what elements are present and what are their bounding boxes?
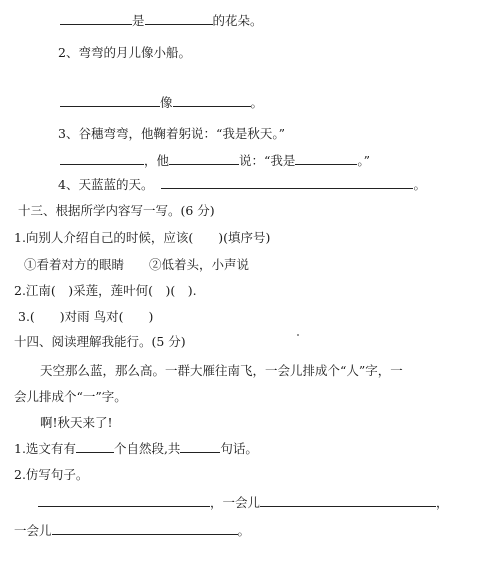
- item1-mid-text: 是: [132, 13, 145, 28]
- q14-item1: [14, 440, 258, 458]
- q12-item2-answer: [60, 94, 263, 112]
- answer-blank[interactable]: [60, 94, 160, 107]
- answer-blank[interactable]: [173, 94, 251, 107]
- speck: [297, 334, 299, 336]
- item2-mid-text: 像: [160, 95, 173, 110]
- item3-end-text: 。”: [357, 153, 371, 168]
- q12-item4: [58, 176, 426, 194]
- answer-blank[interactable]: [180, 440, 220, 453]
- q13-title: 十三、根据所学内容写一写。(6 分): [18, 203, 215, 218]
- q13-item1: 1.向别人介绍自己的时候，应该( )(填序号): [14, 230, 271, 245]
- item1-end-text: 的花朵。: [212, 13, 263, 28]
- q12-item3-label: 3、谷穗弯弯，他鞠着躬说：“我是秋天。”: [58, 126, 285, 141]
- answer-blank[interactable]: [260, 494, 436, 507]
- answer-blank[interactable]: [38, 494, 210, 507]
- answer-blank[interactable]: [60, 152, 144, 165]
- item3-end-text: ，: [436, 495, 449, 510]
- q14-title: 十四、阅读理解我能行。(5 分): [14, 334, 186, 349]
- item4-label: 4、天蓝蓝的天。: [58, 177, 154, 192]
- answer-blank[interactable]: [295, 152, 357, 165]
- answer-blank[interactable]: [145, 12, 213, 25]
- answer-blank[interactable]: [76, 440, 114, 453]
- item1-part3: 句话。: [220, 441, 258, 456]
- q13-item3: 3.( )对雨 鸟对( ): [18, 309, 154, 324]
- item1-part2: 个自然段,共: [113, 441, 181, 456]
- item3-mid-text: ，一会儿: [210, 495, 261, 510]
- q12-item3-answer: [60, 152, 370, 170]
- item4-end-text: 。: [413, 177, 426, 192]
- q13-item2: 2.江南( )采莲，莲叶何( )( ).: [14, 283, 197, 298]
- item4-end-text: 。: [237, 523, 251, 538]
- q14-passage-line2: 会儿排成个“一”字。: [14, 389, 127, 404]
- q12-item2-label: 2、弯弯的月儿像小船。: [58, 45, 191, 60]
- q13-item1-options: ①看着对方的眼睛 ②低着头，小声说: [24, 257, 250, 272]
- q14-item4-answer: [14, 522, 250, 540]
- item1-part1: 1.选文有有: [14, 441, 76, 456]
- item3-mid2-text: 说：“我是: [239, 153, 296, 168]
- q12-item1: [60, 12, 263, 30]
- item3-mid1-text: ，他: [144, 153, 170, 168]
- q14-passage-line1: 天空那么蓝，那么高。一群大雁往南飞，一会儿排成个“人”字，一: [40, 363, 403, 378]
- q14-passage-line3: 啊!秋天来了!: [40, 415, 113, 430]
- answer-blank[interactable]: [52, 522, 238, 535]
- q14-item2: 2.仿写句子。: [14, 467, 89, 482]
- answer-blank[interactable]: [161, 176, 413, 189]
- item2-end-text: 。: [250, 95, 264, 110]
- q14-item3-answer: [38, 494, 449, 512]
- item4-start-text: 一会儿: [14, 523, 52, 538]
- answer-blank[interactable]: [169, 152, 239, 165]
- answer-blank[interactable]: [60, 12, 132, 25]
